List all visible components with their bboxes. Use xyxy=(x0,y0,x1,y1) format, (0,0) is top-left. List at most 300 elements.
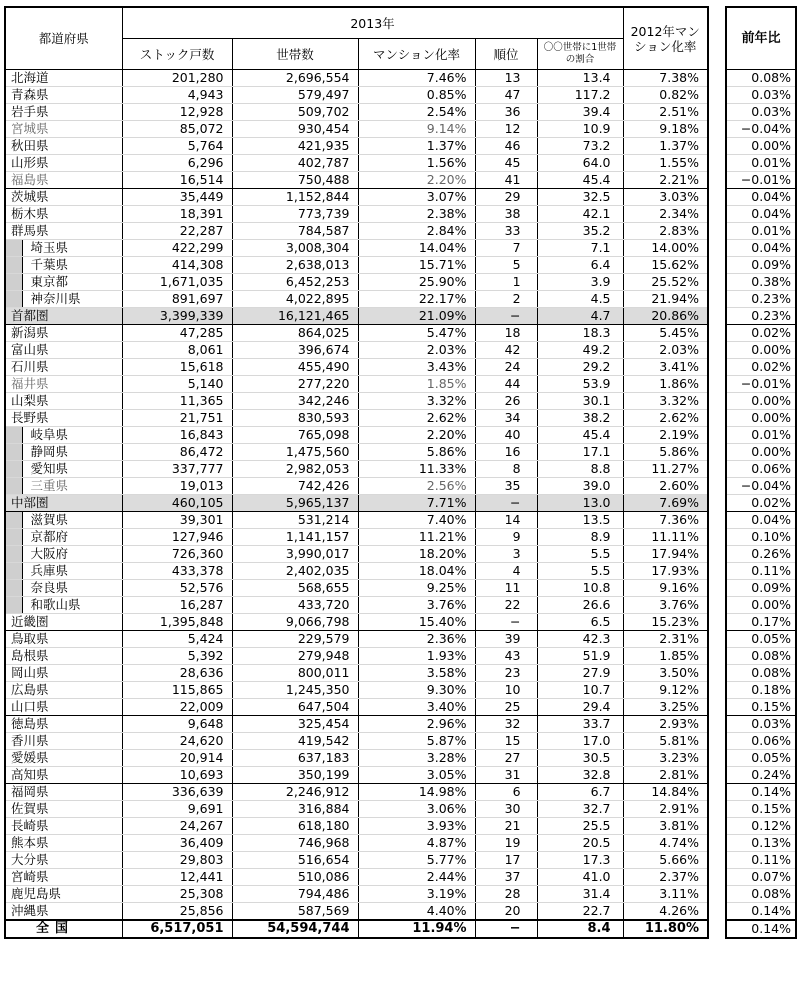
mansion-rate: 5.77% xyxy=(358,852,475,869)
yoy-row xyxy=(726,699,796,716)
header-stock: ストック戸数 xyxy=(122,39,232,70)
region-indent xyxy=(5,580,22,597)
household-count: 618,180 xyxy=(232,818,358,835)
stock-count: 86,472 xyxy=(122,444,232,461)
rank: 19 xyxy=(475,835,537,852)
yoy-total-row xyxy=(726,920,796,938)
yoy-change: 0.13% xyxy=(726,835,796,852)
rank: 33 xyxy=(475,223,537,240)
header-rate: マンション化率 xyxy=(358,39,475,70)
prefecture-name: 滋賀県 xyxy=(22,512,122,529)
household-count: 1,141,157 xyxy=(232,529,358,546)
region-indent xyxy=(5,444,22,461)
prefecture-name: 新潟県 xyxy=(5,325,122,342)
household-ratio: 39.0 xyxy=(537,478,623,495)
table-row xyxy=(5,121,708,138)
table-row xyxy=(5,189,708,206)
mansion-rate-2012: 5.66% xyxy=(623,852,708,869)
rank: 3 xyxy=(475,546,537,563)
stock-count: 16,287 xyxy=(122,597,232,614)
rank: 42 xyxy=(475,342,537,359)
mansion-rate-2012: 3.50% xyxy=(623,665,708,682)
rank: 30 xyxy=(475,801,537,818)
prefecture-name: 宮城県 xyxy=(5,121,122,138)
prefecture-name: 熊本県 xyxy=(5,835,122,852)
total-rank: − xyxy=(475,920,537,938)
mansion-rate-2012: 2.21% xyxy=(623,172,708,189)
table-row xyxy=(5,393,708,410)
mansion-rate-2012: 14.84% xyxy=(623,784,708,801)
table-row xyxy=(5,342,708,359)
mansion-rate-2012: 2.62% xyxy=(623,410,708,427)
yoy-row xyxy=(726,189,796,206)
household-count: 2,638,013 xyxy=(232,257,358,274)
mansion-rate-2012: 3.23% xyxy=(623,750,708,767)
prefecture-name: 千葉県 xyxy=(22,257,122,274)
total-ratio: 8.4 xyxy=(537,920,623,938)
prefecture-name: 神奈川県 xyxy=(22,291,122,308)
rank: 46 xyxy=(475,138,537,155)
mansion-rate-2012: 2.60% xyxy=(623,478,708,495)
yoy-row xyxy=(726,835,796,852)
table-row xyxy=(5,87,708,104)
prefecture-name: 石川県 xyxy=(5,359,122,376)
household-ratio: 45.4 xyxy=(537,427,623,444)
header-yoy: 前年比 xyxy=(726,7,796,70)
header-per-household: 〇〇世帯に1世帯の割合 xyxy=(537,39,623,70)
rank: 39 xyxy=(475,631,537,648)
prefecture-name: 群馬県 xyxy=(5,223,122,240)
yoy-row xyxy=(726,478,796,495)
household-ratio: 13.5 xyxy=(537,512,623,529)
header-prefecture: 都道府県 xyxy=(5,7,122,70)
table-row xyxy=(5,682,708,699)
prefecture-name: 山口県 xyxy=(5,699,122,716)
yoy-row xyxy=(726,733,796,750)
household-ratio: 29.4 xyxy=(537,699,623,716)
table-row xyxy=(5,733,708,750)
rank: 29 xyxy=(475,189,537,206)
header-rate-2012: 2012年マンション化率 xyxy=(623,7,708,70)
yoy-row xyxy=(726,682,796,699)
household-count: 279,948 xyxy=(232,648,358,665)
mansion-rate-2012: 1.37% xyxy=(623,138,708,155)
table-row xyxy=(5,529,708,546)
prefecture-name: 京都府 xyxy=(22,529,122,546)
household-ratio: 45.4 xyxy=(537,172,623,189)
household-ratio: 35.2 xyxy=(537,223,623,240)
rank: 2 xyxy=(475,291,537,308)
yoy-row xyxy=(726,648,796,665)
region-row xyxy=(5,495,708,512)
total-row xyxy=(5,920,708,938)
rank: 18 xyxy=(475,325,537,342)
household-count: 2,696,554 xyxy=(232,70,358,87)
mansion-rate-2012: 2.03% xyxy=(623,342,708,359)
household-count: 1,475,560 xyxy=(232,444,358,461)
household-count: 277,220 xyxy=(232,376,358,393)
yoy-change: 0.09% xyxy=(726,580,796,597)
stock-count: 22,009 xyxy=(122,699,232,716)
mansion-rate-2012: 3.41% xyxy=(623,359,708,376)
mansion-rate-2012: 2.91% xyxy=(623,801,708,818)
yoy-change: 0.14% xyxy=(726,784,796,801)
prefecture-name: 鳥取県 xyxy=(5,631,122,648)
mansion-rate-2012: 2.37% xyxy=(623,869,708,886)
rank: 43 xyxy=(475,648,537,665)
prefecture-name: 岩手県 xyxy=(5,104,122,121)
prefecture-name: 静岡県 xyxy=(22,444,122,461)
yoy-row xyxy=(726,801,796,818)
stock-count: 460,105 xyxy=(122,495,232,512)
mansion-rate-2012: 15.62% xyxy=(623,257,708,274)
stock-count: 19,013 xyxy=(122,478,232,495)
household-ratio: 17.0 xyxy=(537,733,623,750)
table-row xyxy=(5,359,708,376)
yoy-change: 0.03% xyxy=(726,716,796,733)
mansion-rate: 3.19% xyxy=(358,886,475,903)
mansion-rate: 3.05% xyxy=(358,767,475,784)
region-indent xyxy=(5,461,22,478)
household-ratio: 5.5 xyxy=(537,546,623,563)
household-ratio: 6.5 xyxy=(537,614,623,631)
stock-count: 11,365 xyxy=(122,393,232,410)
rank: 25 xyxy=(475,699,537,716)
mansion-rate: 1.56% xyxy=(358,155,475,172)
table-row xyxy=(5,818,708,835)
yoy-row xyxy=(726,206,796,223)
yoy-row xyxy=(726,716,796,733)
table-row xyxy=(5,376,708,393)
region-indent xyxy=(5,257,22,274)
mansion-rate: 2.96% xyxy=(358,716,475,733)
mansion-rate-2012: 9.12% xyxy=(623,682,708,699)
table-row xyxy=(5,257,708,274)
mansion-rate: 9.30% xyxy=(358,682,475,699)
mansion-rate: 2.20% xyxy=(358,172,475,189)
mansion-rate: 2.54% xyxy=(358,104,475,121)
prefecture-name: 香川県 xyxy=(5,733,122,750)
mansion-rate-2012: 17.94% xyxy=(623,546,708,563)
mansion-rate-table xyxy=(4,6,709,939)
table-row xyxy=(5,869,708,886)
prefecture-name: 山梨県 xyxy=(5,393,122,410)
household-count: 1,152,844 xyxy=(232,189,358,206)
household-count: 342,246 xyxy=(232,393,358,410)
household-count: 637,183 xyxy=(232,750,358,767)
rank: 40 xyxy=(475,427,537,444)
yoy-row xyxy=(726,869,796,886)
household-count: 930,454 xyxy=(232,121,358,138)
prefecture-name: 島根県 xyxy=(5,648,122,665)
mansion-rate: 3.06% xyxy=(358,801,475,818)
mansion-rate: 25.90% xyxy=(358,274,475,291)
household-count: 325,454 xyxy=(232,716,358,733)
prefecture-name: 秋田県 xyxy=(5,138,122,155)
rank: 10 xyxy=(475,682,537,699)
region-indent xyxy=(5,291,22,308)
header-year-2013: 2013年 xyxy=(122,7,623,39)
household-ratio: 13.0 xyxy=(537,495,623,512)
prefecture-name: 首都圏 xyxy=(5,308,122,325)
mansion-rate-2012: 25.52% xyxy=(623,274,708,291)
rank: 41 xyxy=(475,172,537,189)
stock-count: 10,693 xyxy=(122,767,232,784)
stock-count: 25,308 xyxy=(122,886,232,903)
stock-count: 36,409 xyxy=(122,835,232,852)
household-count: 2,982,053 xyxy=(232,461,358,478)
mansion-rate-2012: 0.82% xyxy=(623,87,708,104)
yoy-change: 0.23% xyxy=(726,291,796,308)
mansion-rate: 2.36% xyxy=(358,631,475,648)
household-count: 773,739 xyxy=(232,206,358,223)
yoy-change: 0.04% xyxy=(726,240,796,257)
rank: 23 xyxy=(475,665,537,682)
rank: 26 xyxy=(475,393,537,410)
rank: − xyxy=(475,614,537,631)
mansion-rate-2012: 7.38% xyxy=(623,70,708,87)
household-count: 229,579 xyxy=(232,631,358,648)
mansion-rate: 3.76% xyxy=(358,597,475,614)
table-row xyxy=(5,104,708,121)
mansion-rate: 3.28% xyxy=(358,750,475,767)
household-ratio: 31.4 xyxy=(537,886,623,903)
household-count: 765,098 xyxy=(232,427,358,444)
yoy-row xyxy=(726,342,796,359)
prefecture-name: 兵庫県 xyxy=(22,563,122,580)
household-count: 742,426 xyxy=(232,478,358,495)
stock-count: 85,072 xyxy=(122,121,232,138)
prefecture-name: 広島県 xyxy=(5,682,122,699)
mansion-rate: 7.40% xyxy=(358,512,475,529)
mansion-rate: 3.07% xyxy=(358,189,475,206)
prefecture-name: 鹿児島県 xyxy=(5,886,122,903)
prefecture-name: 愛媛県 xyxy=(5,750,122,767)
household-count: 6,452,253 xyxy=(232,274,358,291)
mansion-rate-2012: 3.03% xyxy=(623,189,708,206)
household-ratio: 17.1 xyxy=(537,444,623,461)
table-row xyxy=(5,716,708,733)
yoy-row xyxy=(726,138,796,155)
rank: 17 xyxy=(475,852,537,869)
prefecture-name: 福島県 xyxy=(5,172,122,189)
prefecture-name: 大分県 xyxy=(5,852,122,869)
household-ratio: 3.9 xyxy=(537,274,623,291)
household-ratio: 20.5 xyxy=(537,835,623,852)
yoy-change: 0.15% xyxy=(726,801,796,818)
prefecture-name: 福井県 xyxy=(5,376,122,393)
stock-count: 9,648 xyxy=(122,716,232,733)
stock-count: 28,636 xyxy=(122,665,232,682)
stock-count: 127,946 xyxy=(122,529,232,546)
rank: 37 xyxy=(475,869,537,886)
yoy-row xyxy=(726,121,796,138)
stock-count: 25,856 xyxy=(122,903,232,921)
rank: 14 xyxy=(475,512,537,529)
prefecture-name: 愛知県 xyxy=(22,461,122,478)
mansion-rate: 7.46% xyxy=(358,70,475,87)
household-count: 516,654 xyxy=(232,852,358,869)
table-row xyxy=(5,444,708,461)
table-row xyxy=(5,325,708,342)
table-row xyxy=(5,563,708,580)
table-row xyxy=(5,427,708,444)
total-label: 全国 xyxy=(5,920,122,938)
yoy-change: 0.38% xyxy=(726,274,796,291)
table-row xyxy=(5,580,708,597)
stock-count: 52,576 xyxy=(122,580,232,597)
table-row xyxy=(5,665,708,682)
rank: 28 xyxy=(475,886,537,903)
prefecture-name: 沖縄県 xyxy=(5,903,122,921)
mansion-rate-2012: 3.11% xyxy=(623,886,708,903)
household-count: 579,497 xyxy=(232,87,358,104)
yoy-row xyxy=(726,376,796,393)
prefecture-name: 奈良県 xyxy=(22,580,122,597)
mansion-rate-2012: 2.31% xyxy=(623,631,708,648)
yoy-row xyxy=(726,325,796,342)
table-row xyxy=(5,597,708,614)
total-yoy: 0.14% xyxy=(726,920,796,938)
rank: 34 xyxy=(475,410,537,427)
prefecture-name: 山形県 xyxy=(5,155,122,172)
stock-count: 12,441 xyxy=(122,869,232,886)
stock-count: 1,671,035 xyxy=(122,274,232,291)
yoy-change: 0.00% xyxy=(726,410,796,427)
total-stock: 6,517,051 xyxy=(122,920,232,938)
mansion-rate-2012: 9.18% xyxy=(623,121,708,138)
household-ratio: 6.4 xyxy=(537,257,623,274)
mansion-rate-2012: 17.93% xyxy=(623,563,708,580)
household-ratio: 29.2 xyxy=(537,359,623,376)
stock-count: 3,399,339 xyxy=(122,308,232,325)
yoy-row xyxy=(726,155,796,172)
mansion-rate: 3.32% xyxy=(358,393,475,410)
household-count: 2,402,035 xyxy=(232,563,358,580)
household-count: 864,025 xyxy=(232,325,358,342)
yoy-change: 0.23% xyxy=(726,308,796,325)
stock-count: 47,285 xyxy=(122,325,232,342)
table-row xyxy=(5,410,708,427)
yoy-row xyxy=(726,665,796,682)
table-row xyxy=(5,784,708,801)
yoy-row xyxy=(726,104,796,121)
household-count: 1,245,350 xyxy=(232,682,358,699)
mansion-rate-2012: 3.81% xyxy=(623,818,708,835)
table-row xyxy=(5,291,708,308)
prefecture-name: 茨城県 xyxy=(5,189,122,206)
mansion-rate-2012: 1.85% xyxy=(623,648,708,665)
yoy-change: 0.26% xyxy=(726,546,796,563)
rank: 45 xyxy=(475,155,537,172)
stock-count: 6,296 xyxy=(122,155,232,172)
household-count: 5,965,137 xyxy=(232,495,358,512)
yoy-change: 0.04% xyxy=(726,206,796,223)
mansion-rate: 2.20% xyxy=(358,427,475,444)
household-ratio: 4.5 xyxy=(537,291,623,308)
household-ratio: 8.8 xyxy=(537,461,623,478)
household-count: 568,655 xyxy=(232,580,358,597)
mansion-rate-2012: 5.86% xyxy=(623,444,708,461)
stock-count: 5,764 xyxy=(122,138,232,155)
region-indent xyxy=(5,427,22,444)
yoy-change: 0.12% xyxy=(726,818,796,835)
yoy-row xyxy=(726,172,796,189)
household-count: 830,593 xyxy=(232,410,358,427)
prefecture-name: 北海道 xyxy=(5,70,122,87)
household-ratio: 18.3 xyxy=(537,325,623,342)
household-ratio: 49.2 xyxy=(537,342,623,359)
mansion-rate: 14.98% xyxy=(358,784,475,801)
table-row xyxy=(5,478,708,495)
mansion-rate: 11.33% xyxy=(358,461,475,478)
yoy-change: 0.07% xyxy=(726,869,796,886)
yoy-row xyxy=(726,427,796,444)
mansion-rate-2012: 3.25% xyxy=(623,699,708,716)
table-row xyxy=(5,172,708,189)
mansion-rate-2012: 3.32% xyxy=(623,393,708,410)
household-count: 421,935 xyxy=(232,138,358,155)
yoy-change: 0.01% xyxy=(726,223,796,240)
yoy-row xyxy=(726,529,796,546)
household-ratio: 27.9 xyxy=(537,665,623,682)
rank: 11 xyxy=(475,580,537,597)
stock-count: 24,620 xyxy=(122,733,232,750)
yoy-row xyxy=(726,461,796,478)
table-row xyxy=(5,852,708,869)
yoy-row xyxy=(726,495,796,512)
rank: 44 xyxy=(475,376,537,393)
mansion-rate: 3.40% xyxy=(358,699,475,716)
household-count: 794,486 xyxy=(232,886,358,903)
mansion-rate: 9.14% xyxy=(358,121,475,138)
table-row xyxy=(5,801,708,818)
rank: 15 xyxy=(475,733,537,750)
mansion-rate: 9.25% xyxy=(358,580,475,597)
stock-count: 5,392 xyxy=(122,648,232,665)
household-count: 419,542 xyxy=(232,733,358,750)
rank: 8 xyxy=(475,461,537,478)
stock-count: 1,395,848 xyxy=(122,614,232,631)
stock-count: 9,691 xyxy=(122,801,232,818)
table-row xyxy=(5,206,708,223)
mansion-rate-2012: 2.51% xyxy=(623,104,708,121)
table-row xyxy=(5,648,708,665)
household-count: 750,488 xyxy=(232,172,358,189)
table-row xyxy=(5,631,708,648)
mansion-rate: 5.87% xyxy=(358,733,475,750)
yoy-change: 0.03% xyxy=(726,87,796,104)
yoy-change: −0.01% xyxy=(726,376,796,393)
household-count: 350,199 xyxy=(232,767,358,784)
yoy-row xyxy=(726,886,796,903)
household-ratio: 4.7 xyxy=(537,308,623,325)
rank: 20 xyxy=(475,903,537,921)
rank: 9 xyxy=(475,529,537,546)
yoy-change: 0.01% xyxy=(726,155,796,172)
yoy-change: 0.18% xyxy=(726,682,796,699)
mansion-rate: 2.84% xyxy=(358,223,475,240)
household-count: 4,022,895 xyxy=(232,291,358,308)
yoy-change: 0.00% xyxy=(726,138,796,155)
household-ratio: 10.8 xyxy=(537,580,623,597)
table-row xyxy=(5,274,708,291)
household-ratio: 25.5 xyxy=(537,818,623,835)
yoy-row xyxy=(726,223,796,240)
yoy-change: 0.08% xyxy=(726,70,796,87)
mansion-rate: 15.71% xyxy=(358,257,475,274)
region-row xyxy=(5,308,708,325)
